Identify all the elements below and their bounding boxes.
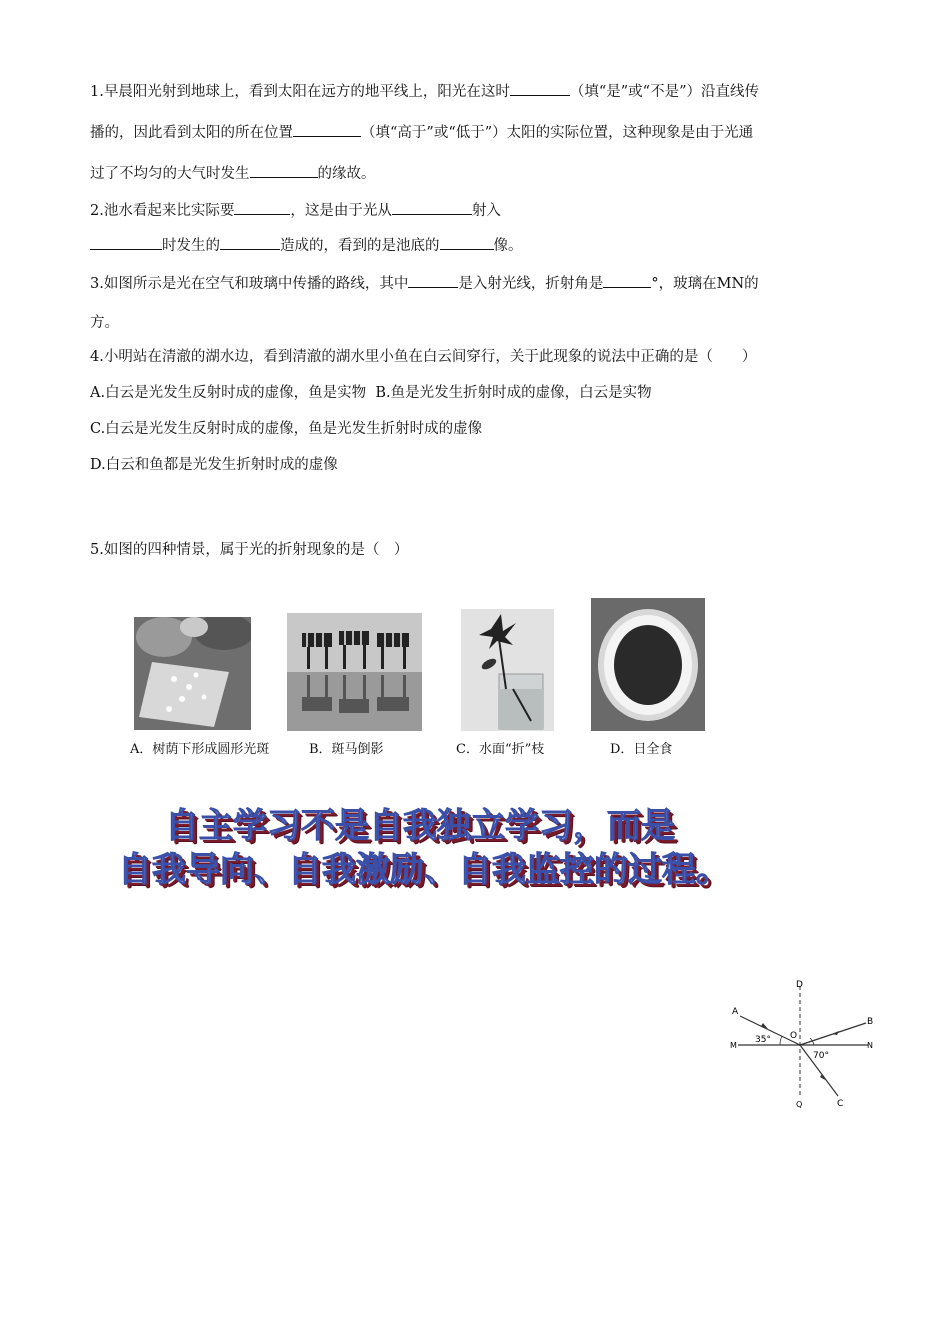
q3-blank-2[interactable] bbox=[603, 272, 651, 288]
slogan-line-2: 自我导向、自我激励、自我监控的过程。 bbox=[118, 850, 730, 890]
angle-70: 70° bbox=[813, 1051, 829, 1061]
q1-blank-1[interactable] bbox=[510, 80, 570, 96]
caption-a: A．树荫下形成圆形光斑 bbox=[130, 742, 270, 757]
label-d: D bbox=[796, 980, 803, 990]
label-b: B bbox=[867, 1017, 874, 1027]
label-n: N bbox=[867, 1041, 873, 1050]
zebra-image bbox=[287, 613, 422, 731]
picture-tree-shade bbox=[134, 617, 251, 730]
q2-line1: 2.池水看起来比实际要 ，这是由于光从 射入 bbox=[90, 199, 501, 221]
q4-option-a[interactable]: A.白云是光发生反射时成的虚像，鱼是实物 bbox=[90, 385, 367, 401]
label-c: C bbox=[837, 1099, 844, 1109]
q1-line2: 播的，因此看到太阳的所在位置 （填“高于”或“低于”）太阳的实际位置，这种现象是由于光通 bbox=[90, 121, 753, 143]
q3-line1: 3.如图所示是光在空气和玻璃中传播的路线，其中 是入射光线，折射角是 °，玻璃在MN的 bbox=[90, 272, 759, 294]
q1-blank-2[interactable] bbox=[293, 121, 361, 137]
label-o: O bbox=[790, 1031, 798, 1041]
q1-line1: 1.早晨阳光射到地球上，看到太阳在远方的地平线上，阳光在这时 （填“是”或“不是”）沿直线传 bbox=[90, 80, 759, 102]
picture-zebra-reflection bbox=[287, 613, 422, 731]
q2-line2: 时发生的 造成的，看到的是池底的 像。 bbox=[90, 234, 523, 256]
label-a: A bbox=[732, 1007, 739, 1017]
q1-blank-3[interactable] bbox=[250, 162, 318, 178]
caption-b: B．斑马倒影 bbox=[309, 742, 384, 757]
tree-shade-image bbox=[134, 617, 251, 730]
refraction-diagram-svg bbox=[728, 978, 876, 1112]
eclipse-image bbox=[591, 598, 705, 731]
q2-blank-4[interactable] bbox=[220, 234, 280, 250]
label-q: Q bbox=[796, 1100, 803, 1109]
q4-option-b[interactable]: B.鱼是光发生折射时成的虚像，白云是实物 bbox=[375, 385, 652, 401]
picture-bent-branch bbox=[461, 609, 554, 731]
caption-c: C．水面“折”枝 bbox=[456, 742, 545, 757]
q3-blank-1[interactable] bbox=[408, 272, 458, 288]
q2-blank-3[interactable] bbox=[90, 234, 162, 250]
q1-line3: 过了不均匀的大气时发生 的缘故。 bbox=[90, 162, 376, 184]
q4-options-ab bbox=[90, 383, 652, 403]
q2-blank-5[interactable] bbox=[440, 234, 494, 250]
refraction-diagram bbox=[728, 978, 876, 1112]
slogan-line-1: 自主学习不是自我独立学习，而是 bbox=[165, 806, 675, 846]
q2-blank-1[interactable] bbox=[234, 199, 290, 215]
q2-blank-2[interactable] bbox=[392, 199, 472, 215]
caption-d: D．日全食 bbox=[610, 742, 673, 757]
q4-option-c[interactable]: C.白云是光发生反射时成的虚像，鱼是光发生折射时成的虚像 bbox=[90, 421, 483, 437]
branch-in-water-image bbox=[461, 609, 554, 731]
q4-stem: 4.小明站在清澈的湖水边，看到清澈的湖水里小鱼在白云间穿行，关于此现象的说法中正确的是（ ） bbox=[90, 349, 757, 365]
q5-stem: 5.如图的四种情景，属于光的折射现象的是（ ） bbox=[90, 542, 409, 558]
q3-line2: 方。 bbox=[90, 315, 119, 331]
picture-solar-eclipse bbox=[591, 598, 705, 731]
angle-35: 35° bbox=[755, 1035, 771, 1045]
label-m: M bbox=[730, 1041, 737, 1050]
q4-option-d[interactable]: D.白云和鱼都是光发生折射时成的虚像 bbox=[90, 457, 338, 473]
